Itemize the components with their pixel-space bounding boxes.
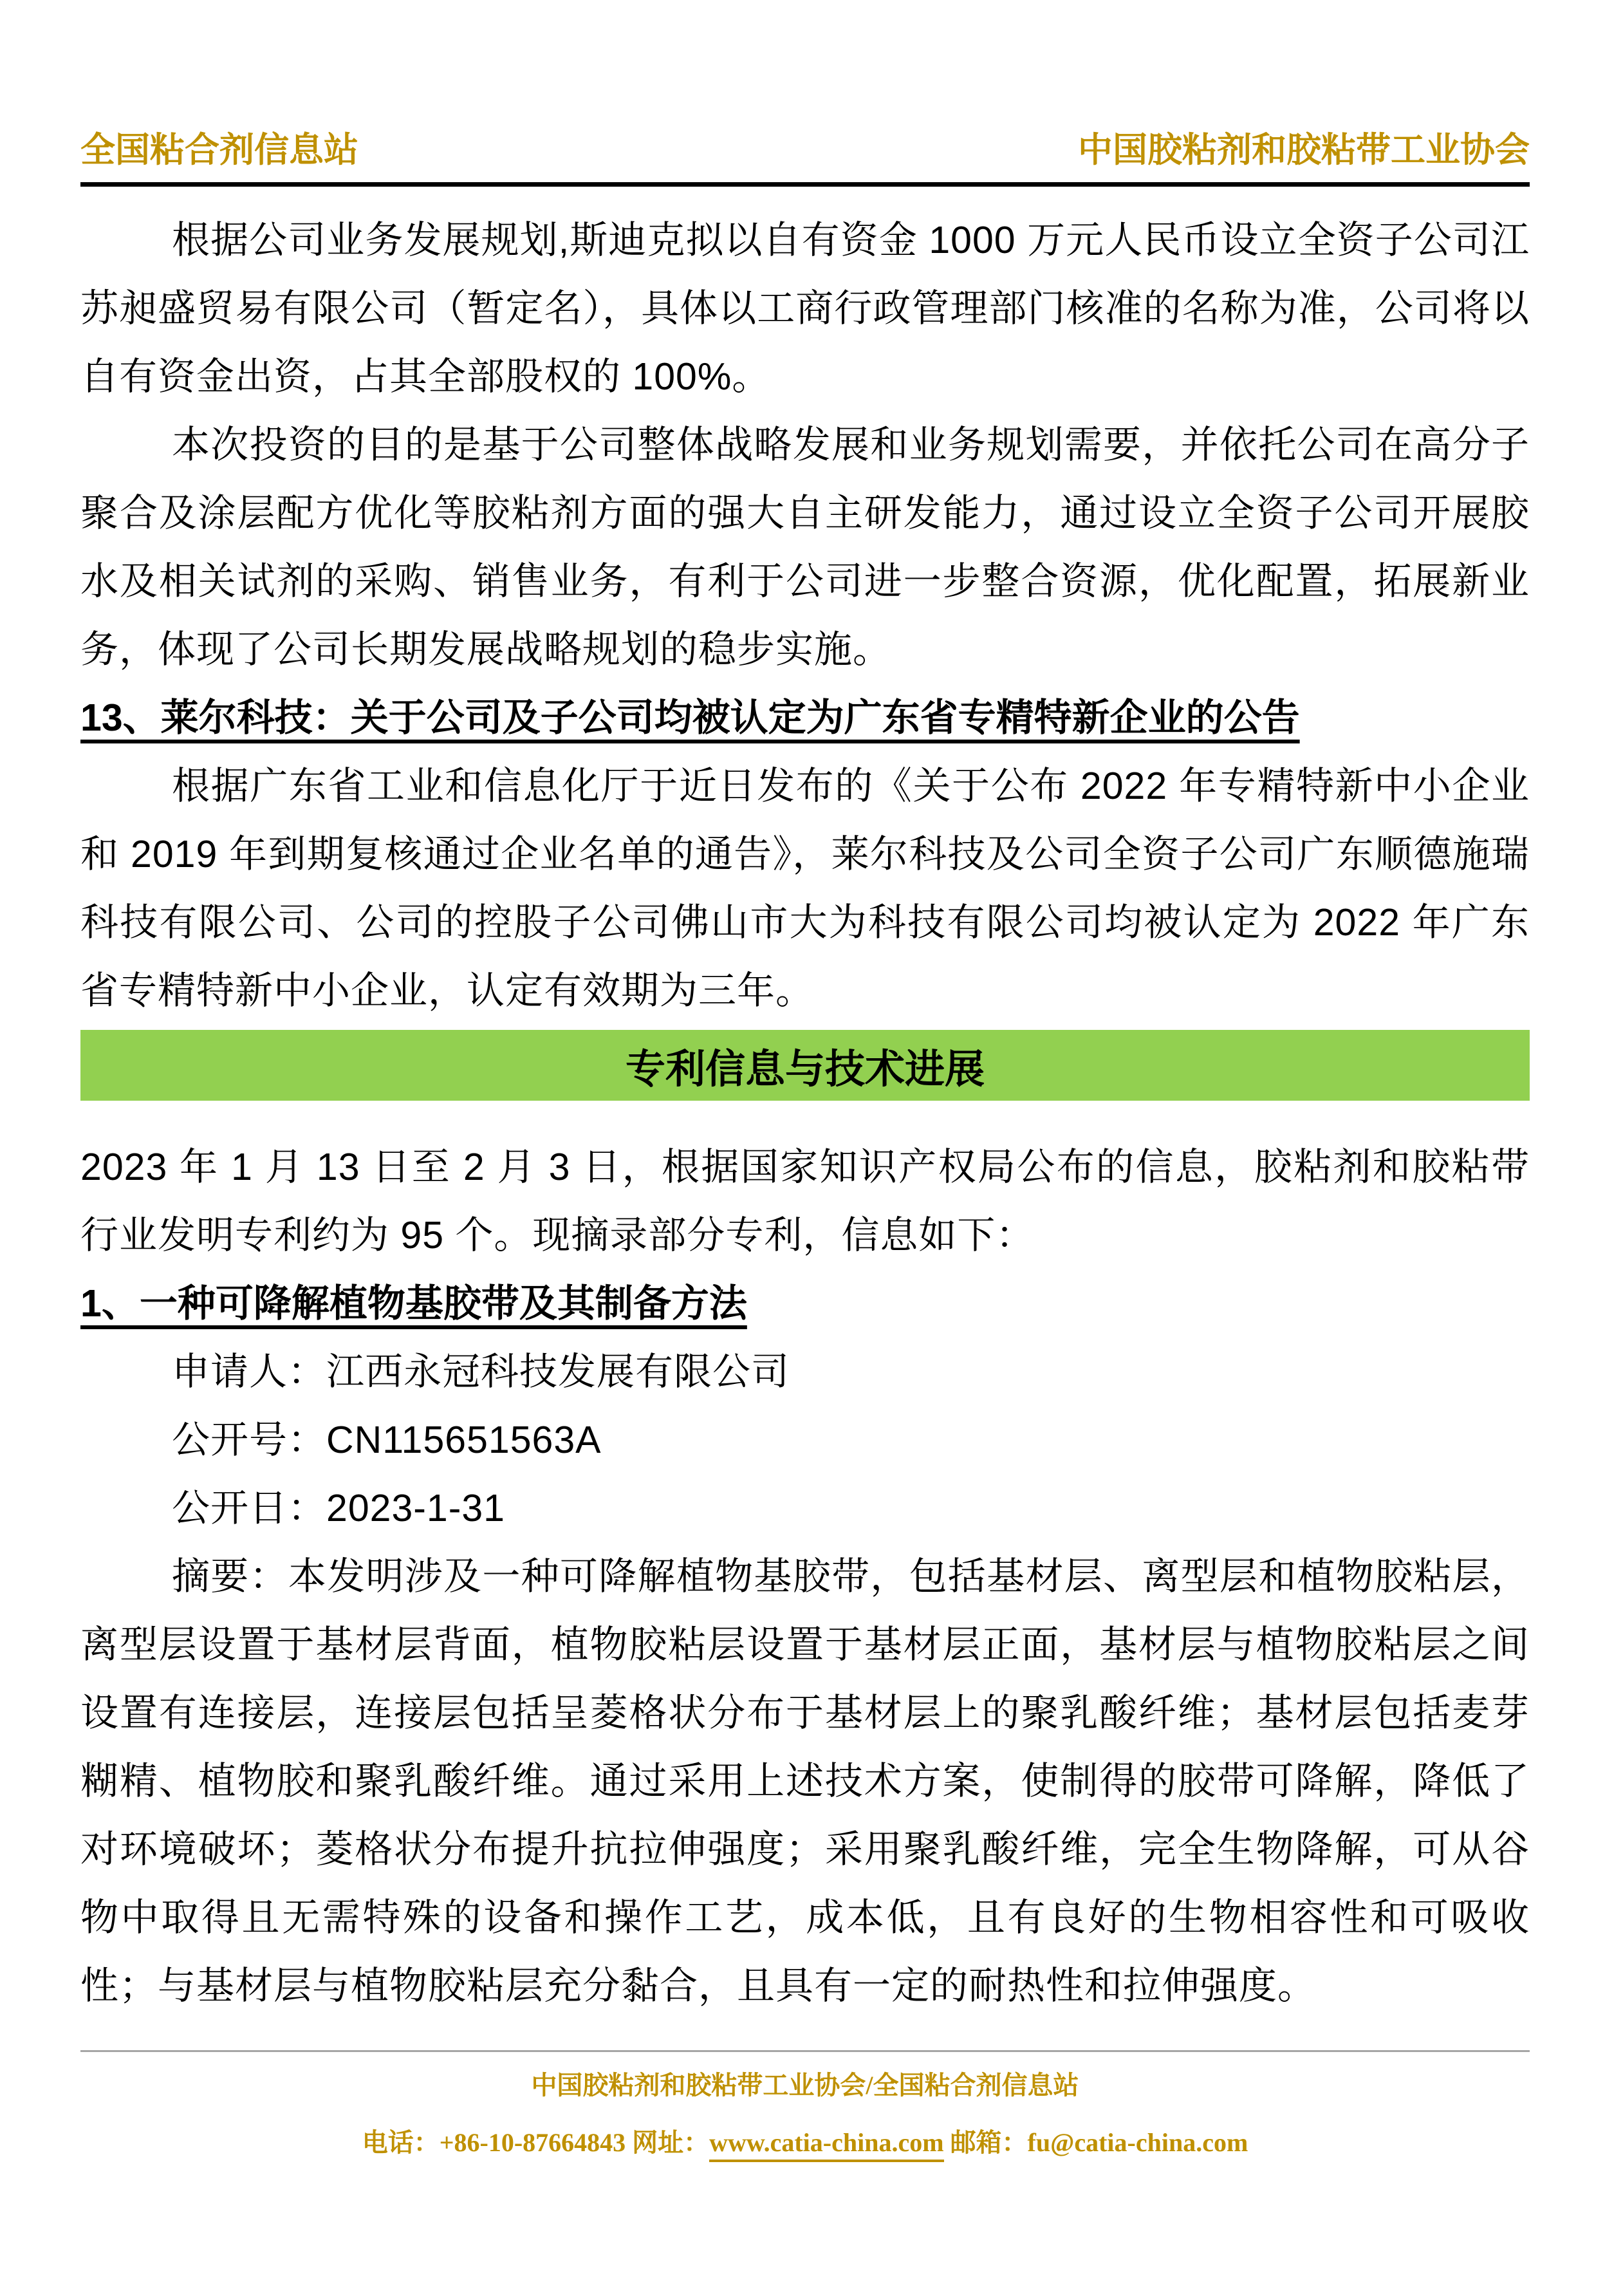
header-right-title: 中国胶粘剂和胶粘带工业协会 — [1078, 131, 1530, 169]
section-13-heading — [80, 684, 1530, 752]
website-link[interactable]: www.catia-china.com — [709, 2128, 943, 2162]
patent-1-applicant: 申请人：江西永冠科技发展有限公司 — [172, 1350, 790, 1393]
footer-contact — [80, 2122, 1530, 2159]
footer-organization: 中国胶粘剂和胶粘带工业协会/全国粘合剂信息站 — [531, 2071, 1079, 2100]
footer-divider — [80, 2050, 1530, 2052]
footer-email: 邮箱：fu@catia-china.com — [943, 2128, 1248, 2157]
patent-1-publication-number: 公开号：CN115651563A — [172, 1419, 602, 1461]
paragraph-investment-plan: 根据公司业务发展规划,斯迪克拟以自有资金 1000 万元人民币设立全资子公司江苏昶盛贸易有限公司（暂定名），具体以工商行政管理部门核准的名称为准，公司将以自有资金出资，占其全部股权的 100%。 — [80, 219, 1530, 398]
page-footer — [80, 2050, 1530, 2159]
patent-1-heading — [80, 1269, 1530, 1338]
paragraph-patent-intro: 2023 年 1 月 13 日至 2 月 3 日，根据国家知识产权局公布的信息，胶粘剂和胶粘带行业发明专利约为 95 个。现摘录部分专利，信息如下： — [80, 1146, 1530, 1256]
patent-section-banner-title: 专利信息与技术进展 — [625, 1047, 985, 1092]
paragraph-section-13-body: 根据广东省工业和信息化厅于近日发布的《关于公布 2022 年专精特新中小企业和 2019 年到期复核通过企业名单的通告》，莱尔科技及公司全资子公司广东顺德施瑞科技有限公司、公司的控股子公司佛山市大为科技有限公司均被认定为 2022 年广东省专精特新中小企业，认定有效期为三年。 — [80, 765, 1530, 1012]
paragraph-investment-purpose: 本次投资的目的是基于公司整体战略发展和业务规划需要，并依托公司在高分子聚合及涂层配方优化等胶粘剂方面的强大自主研发能力，通过设立全资子公司开展胶水及相关试剂的采购、销售业务，有利于公司进一步整合资源，优化配置，拓展新业务，体现了公司长期发展战略规划的稳步实施。 — [80, 424, 1530, 671]
header-left-title: 全国粘合剂信息站 — [80, 131, 358, 169]
patent-1-heading-text: 1、一种可降解植物基胶带及其制备方法 — [80, 1282, 747, 1325]
document-body — [80, 206, 1530, 2020]
patent-section-banner — [80, 1030, 1530, 1101]
page-header — [80, 122, 1530, 187]
footer-phone-and-web-label: 电话：+86-10-87664843 网址： — [362, 2128, 710, 2157]
section-13-heading-text: 13、莱尔科技：关于公司及子公司均被认定为广东省专精特新企业的公告 — [80, 696, 1300, 739]
patent-1-abstract: 摘要：本发明涉及一种可降解植物基胶带，包括基材层、离型层和植物胶粘层，离型层设置于基材层背面，植物胶粘层设置于基材层正面，基材层与植物胶粘层之间设置有连接层，连接层包括呈菱格状分布于基材层上的聚乳酸纤维；基材层包括麦芽糊精、植物胶和聚乳酸纤维。通过采用上述技术方案，使制得的胶带可降解，降低了对环境破坏；菱格状分布提升抗拉伸强度；采用聚乳酸纤维，完全生物降解，可从谷物中取得且无需特殊的设备和操作工艺，成本低，且有良好的生物相容性和可吸收性；与基材层与植物胶粘层充分黏合，且具有一定的耐热性和拉伸强度。 — [80, 1555, 1530, 2007]
patent-1-publication-date: 公开日：2023-1-31 — [172, 1487, 505, 1529]
